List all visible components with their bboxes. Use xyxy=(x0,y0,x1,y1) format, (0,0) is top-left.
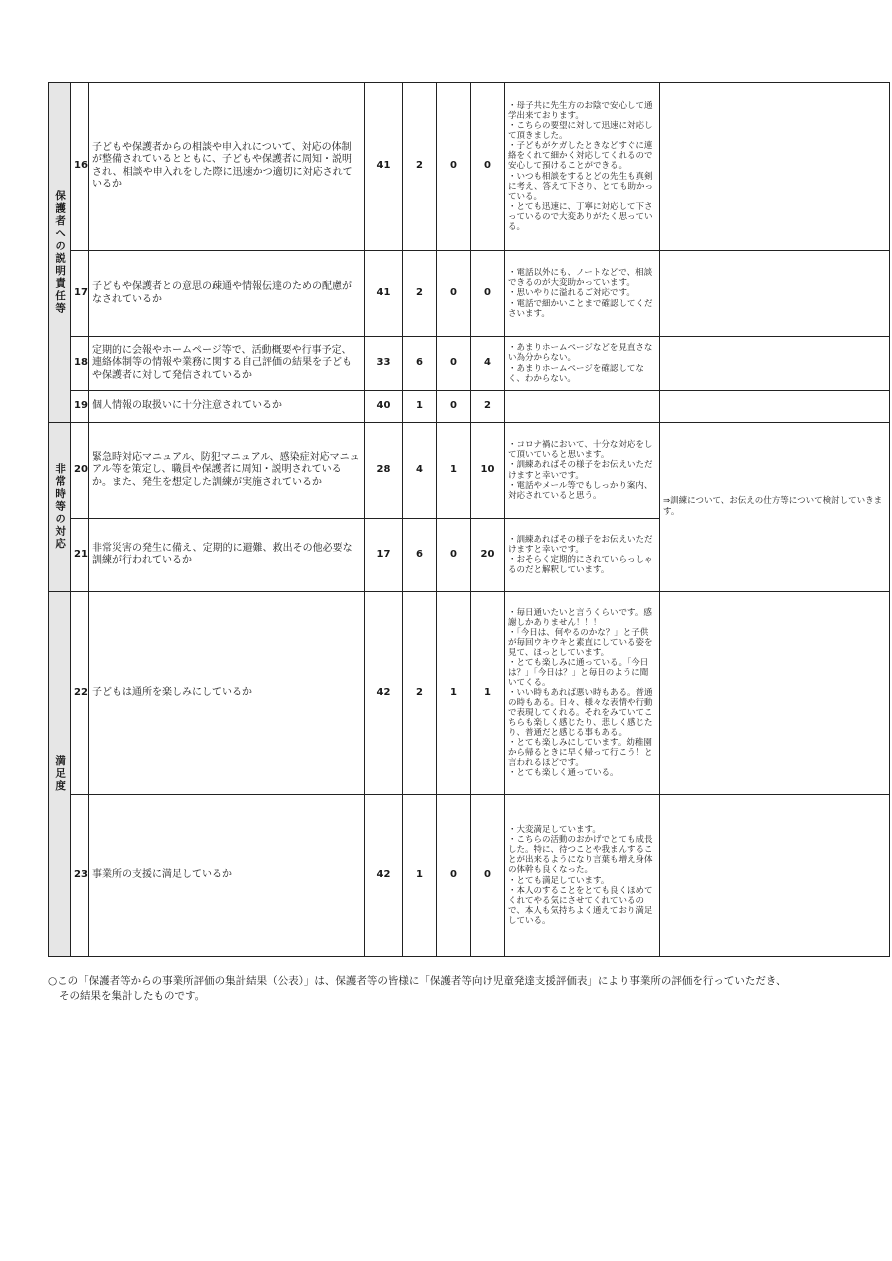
count-unknown: 0 xyxy=(471,795,505,957)
count-somewhat: 2 xyxy=(403,83,437,251)
parent-comment: ・大変満足しています。 ・こちらの活動のおかげでとても成長した。特に、待つことや我まんすることが出来るようになり言葉も増え身体の体幹も良くなった。 ・とても満足しています。 ・本人のすることをとても良くほめてくれてやる気にさせてくれているので、本人も気持ちよく通えており満足している。 xyxy=(505,795,660,957)
count-yes: 40 xyxy=(365,391,403,423)
facility-response xyxy=(660,251,890,337)
count-no: 1 xyxy=(437,592,471,795)
table-row xyxy=(49,391,890,423)
facility-response xyxy=(660,337,890,391)
item-number: 21 xyxy=(71,519,89,592)
question-text: 子どもや保護者との意思の疎通や情報伝達のための配慮がなされているか xyxy=(89,251,365,337)
footnote-mark: ○ xyxy=(48,975,58,987)
category-manzoku: 満足度 xyxy=(49,592,71,957)
item-number: 18 xyxy=(71,337,89,391)
item-number: 22 xyxy=(71,592,89,795)
count-unknown: 0 xyxy=(471,83,505,251)
count-no: 0 xyxy=(437,391,471,423)
count-unknown: 2 xyxy=(471,391,505,423)
count-yes: 17 xyxy=(365,519,403,592)
footnote-line-1 xyxy=(48,974,848,989)
question-text: 非常災害の発生に備え、定期的に避難、救出その他必要な訓練が行われているか xyxy=(89,519,365,592)
count-yes: 33 xyxy=(365,337,403,391)
count-somewhat: 1 xyxy=(403,391,437,423)
table-row xyxy=(49,251,890,337)
count-unknown: 4 xyxy=(471,337,505,391)
parent-comment: ・母子共に先生方のお陰で安心して通学出来ております。 ・こちらの要望に対して迅速に対応して頂きました。 ・子どもがケガしたときなどすぐに連絡をくれて細かく対応してくれるので安心して預けることができる。 ・いつも相談をするとどの先生も真剣に考え、答えて下さり、とても助かっている。 ・とても迅速に、丁寧に対応して下さっているので大変ありがたく思っている。 xyxy=(505,83,660,251)
question-text: 子どもや保護者からの相談や申入れについて、対応の体制が整備されているとともに、子どもや保護者に周知・説明され、相談や申入れをした際に迅速かつ適切に対応されているか xyxy=(89,83,365,251)
facility-response xyxy=(660,83,890,251)
count-somewhat: 1 xyxy=(403,795,437,957)
facility-response xyxy=(660,592,890,795)
count-no: 0 xyxy=(437,251,471,337)
count-yes: 41 xyxy=(365,83,403,251)
question-text: 緊急時対応マニュアル、防犯マニュアル、感染症対応マニュアル等を策定し、職員や保護者に周知・説明されているか。また、発生を想定した訓練が実施されているか xyxy=(89,423,365,519)
count-unknown: 10 xyxy=(471,423,505,519)
count-yes: 28 xyxy=(365,423,403,519)
facility-response xyxy=(660,795,890,957)
count-somewhat: 6 xyxy=(403,519,437,592)
footnote-text-1: この「保護者等からの事業所評価の集計結果（公表）」は、保護者等の皆様に「保護者等向け児童発達支援評価表」により事業所の評価を行っていただき、 xyxy=(57,975,787,987)
parent-comment xyxy=(505,391,660,423)
table-row xyxy=(49,83,890,251)
table-row xyxy=(49,337,890,391)
facility-response: ⇒訓練について、お伝えの仕方等について検討していきます。 xyxy=(660,423,890,592)
question-text: 事業所の支援に満足しているか xyxy=(89,795,365,957)
count-yes: 42 xyxy=(365,592,403,795)
count-no: 0 xyxy=(437,795,471,957)
question-text: 子どもは通所を楽しみにしているか xyxy=(89,592,365,795)
table-row xyxy=(49,592,890,795)
count-no: 0 xyxy=(437,519,471,592)
item-number: 23 xyxy=(71,795,89,957)
count-unknown: 20 xyxy=(471,519,505,592)
count-somewhat: 6 xyxy=(403,337,437,391)
count-somewhat: 2 xyxy=(403,592,437,795)
count-no: 0 xyxy=(437,337,471,391)
count-somewhat: 4 xyxy=(403,423,437,519)
count-yes: 42 xyxy=(365,795,403,957)
count-unknown: 1 xyxy=(471,592,505,795)
parent-comment: ・コロナ禍において、十分な対応をして頂いていると思います。 ・訓練あればその様子をお伝えいただけますと幸いです。 ・電話やメール等でもしっかり案内、対応されていると思う。 xyxy=(505,423,660,519)
category-setsumei: 保護者への説明責任等 xyxy=(49,83,71,423)
parent-comment: ・訓練あればその様子をお伝えいただけますと幸いです。 ・おそらく定期的にされていらっしゃるのだと解釈しています。 xyxy=(505,519,660,592)
count-no: 1 xyxy=(437,423,471,519)
table-row xyxy=(49,795,890,957)
table-row xyxy=(49,423,890,519)
footnote xyxy=(48,974,848,1004)
item-number: 17 xyxy=(71,251,89,337)
facility-response xyxy=(660,391,890,423)
count-no: 0 xyxy=(437,83,471,251)
count-unknown: 0 xyxy=(471,251,505,337)
count-yes: 41 xyxy=(365,251,403,337)
item-number: 19 xyxy=(71,391,89,423)
evaluation-table xyxy=(48,82,890,957)
question-text: 個人情報の取扱いに十分注意されているか xyxy=(89,391,365,423)
footnote-line-2: その結果を集計したものです。 xyxy=(59,990,206,1003)
parent-comment: ・電話以外にも、ノートなどで、相談できるのが大変助かっています。 ・思いやりに溢れるご対応です。 ・電話で細かいことまで確認してくださいます。 xyxy=(505,251,660,337)
item-number: 16 xyxy=(71,83,89,251)
category-hijouji: 非常時等の対応 xyxy=(49,423,71,592)
count-somewhat: 2 xyxy=(403,251,437,337)
question-text: 定期的に会報やホームページ等で、活動概要や行事予定、連絡体制等の情報や業務に関する自己評価の結果を子どもや保護者に対して発信されているか xyxy=(89,337,365,391)
parent-comment: ・毎日通いたいと言うくらいです。感謝しかありません！！！ ・「今日は、何やるのかな？」と子供が毎回ウキウキと素直にしている姿を見て、ほっとしています。 ・とても楽しみに通っている。「今日は？」「今日は？」と毎日のように聞いてくる。 ・いい時もあれば悪い時もある。普通の時もある。日々、様々な表情や行動で表現してくれる。それをみていてこちらも楽しく感じたり、悲しく感じたり、普通だと感じる事もある。 ・とても楽しみにしています。幼稚園から帰るときに早く帰って行こう！と言われるほどです。 ・とても楽しく通っている。 xyxy=(505,592,660,795)
parent-comment: ・あまりホームページなどを見直さない為分からない。 ・あまりホームページを確認してなく、わからない。 xyxy=(505,337,660,391)
item-number: 20 xyxy=(71,423,89,519)
evaluation-table-sheet xyxy=(48,82,889,957)
